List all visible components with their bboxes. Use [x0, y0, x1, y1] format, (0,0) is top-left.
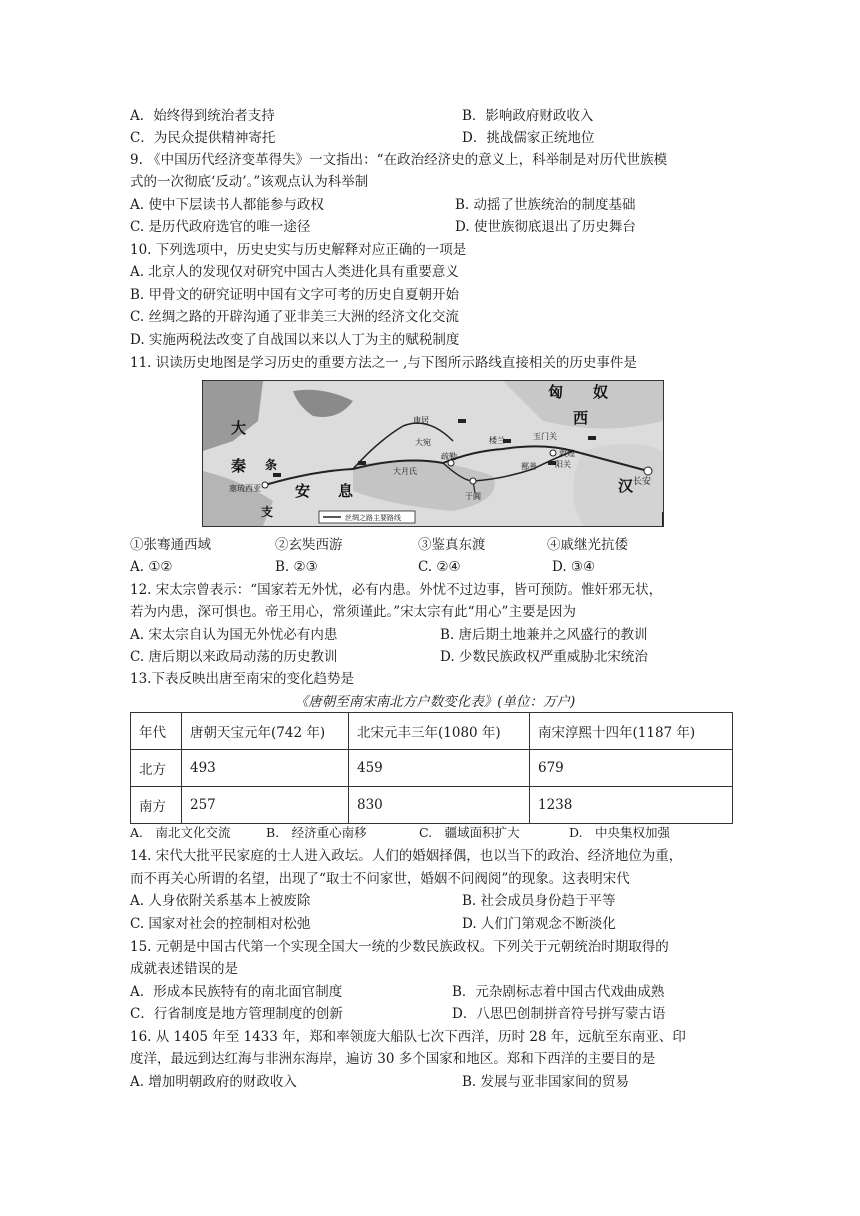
table-cell: 1238	[530, 787, 733, 824]
label-han: 汉	[618, 477, 634, 495]
q14-stem-line1: 14. 宋代大批平民家庭的士人进入政坛。人们的婚姻择偶，也以当下的政治、经济地位为重，	[130, 848, 683, 864]
label-yumenguan: 玉门关	[533, 432, 557, 441]
q9-option-b: B. 动摇了世族统治的制度基础	[455, 197, 636, 213]
label-xi2: 息	[338, 482, 354, 500]
table-cell: 679	[530, 750, 733, 787]
label-changan: 长安	[633, 477, 652, 487]
q12-option-a: A. 宋太宗自认为国无外忧必有内患	[130, 627, 338, 643]
q14-option-b: B. 社会成员身份趋于平等	[462, 893, 616, 909]
q9-stem-line2: 式的一次彻底‘反动’。”该观点认为科举制	[130, 174, 369, 190]
label-kangju: 康居	[413, 416, 429, 425]
q11-event-3: ③鉴真东渡	[418, 537, 486, 553]
q10-option-c: C. 丝绸之路的开辟沟通了亚非美三大洲的经济文化交流	[130, 309, 459, 325]
label-xiongnu: 匈 奴	[548, 383, 609, 401]
q9-stem-line1: 9. 《中国历代经济变革得失》一文指出：“在政治经济史的意义上，科举制是对历代世族模	[130, 152, 668, 168]
q12-stem-line2: 若为内患，深可惧也。帝王用心，常须谨此。”宋太宗有此“用心”主要是因为	[130, 604, 576, 620]
q16-option-b: B. 发展与亚非国家间的贸易	[462, 1074, 630, 1090]
q16-stem-line2: 度洋，最远到达红海与非洲东海岸，遍访 30 多个国家和地区。郑和下西洋的主要目的是	[130, 1051, 656, 1067]
city-changan-dot	[644, 467, 652, 475]
table-cell: 830	[349, 787, 530, 824]
table-header-row	[131, 713, 733, 750]
q12-option-b: B. 唐后期土地兼并之风盛行的教训	[440, 627, 648, 643]
city-saleucia-dot	[262, 482, 268, 488]
map-edge-mark	[662, 512, 663, 526]
q10-option-a: A. 北京人的发现仅对研究中国古人类进化具有重要意义	[130, 264, 459, 280]
label-yutian: 于阗	[465, 492, 481, 501]
q11-option-b: B. ②③	[275, 559, 318, 575]
q9-option-c: C. 是历代政府选官的唯一途径	[130, 219, 311, 235]
households-table	[130, 712, 733, 824]
table-header-cell: 南宋淳熙十四年(1187 年)	[530, 713, 733, 750]
table-cell: 北方	[131, 750, 182, 787]
q8-option-b: B．影响政府财政收入	[462, 108, 594, 124]
q8-option-c: C．为民众提供精神寄托	[130, 130, 276, 146]
q8-option-a: A．始终得到统治者支持	[130, 108, 275, 124]
q11-option-c: C. ②④	[418, 559, 461, 575]
q13-option-d: D. 中央集权加强	[569, 825, 671, 840]
table-row	[131, 787, 733, 824]
table-cell: 493	[182, 750, 349, 787]
q9-option-d: D. 使世族彻底退出了历史舞台	[455, 219, 636, 235]
q15-option-a: A．形成本民族特有的南北面官制度	[130, 984, 343, 1000]
q10-stem: 10. 下列选项中，历史史实与历史解释对应正确的一项是	[130, 242, 467, 258]
label-da: 大	[231, 419, 247, 437]
map-lake-caspian	[293, 390, 353, 417]
q15-stem-line1: 15. 元朝是中国古代第一个实现全国大一统的少数民族政权。下列关于元朝统治时期取得的	[130, 939, 669, 955]
city-yutian-dot	[470, 478, 476, 484]
q11-event-1: ①张骞通西域	[130, 537, 211, 553]
q16-option-a: A. 增加明朝政府的财政收入	[130, 1074, 297, 1090]
q11-event-4: ④戚继光抗倭	[547, 537, 628, 553]
label-zhi: 支	[261, 505, 274, 519]
label-saleucia: 塞琉西亚	[229, 484, 261, 493]
label-dayuezhi: 大月氏	[393, 467, 417, 476]
q14-option-c: C. 国家对社会的控制相对松弛	[130, 916, 311, 932]
q11-option-d: D. ③④	[552, 559, 596, 575]
q10-option-d: D. 实施两税法改变了自战国以来以人丁为主的赋税制度	[130, 332, 460, 348]
q15-option-b: B．元杂剧标志着中国古代戏曲成熟	[452, 984, 665, 1000]
q9-option-a: A. 使中下层读书人都能参与政权	[130, 197, 324, 213]
table-header-cell: 唐朝天宝元年(742 年)	[182, 713, 349, 750]
q13-option-b: B. 经济重心南移	[266, 825, 367, 840]
label-qin: 秦	[231, 457, 247, 475]
table-cell: 257	[182, 787, 349, 824]
table-cell: 南方	[131, 787, 182, 824]
q10-option-b: B. 甲骨文的研究证明中国有文字可考的历史自夏朝开始	[130, 287, 460, 303]
table-header-cell: 北宋元丰三年(1080 年)	[349, 713, 530, 750]
q13-option-c: C. 疆域面积扩大	[419, 825, 520, 840]
label-xi: 西	[573, 409, 589, 427]
q14-option-a: A. 人身依附关系基本上被废除	[130, 893, 311, 909]
q11-event-2: ②玄奘西游	[275, 537, 343, 553]
city-dunhuang-dot	[550, 450, 556, 456]
q14-option-d: D. 人们门第观念不断淡化	[462, 916, 616, 932]
label-an: 安	[295, 482, 311, 500]
table-row	[131, 750, 733, 787]
q14-stem-line2: 而不再关心所谓的名望，出现了“取士不问家世，婚姻不问阀阅”的现象。这表明宋代	[130, 871, 630, 887]
q12-stem-line1: 12. 宋太宗曾表示：“国家若无外忧，必有内患。外忧不过边事，皆可预防。惟奸邪无状，	[130, 582, 663, 598]
map-terrain-west	[203, 381, 263, 451]
label-dunhuang: 敦煌	[559, 449, 575, 458]
q15-option-c: C．行省制度是地方管理制度的创新	[130, 1006, 343, 1022]
q13-option-a: A. 南北文化交流	[130, 825, 231, 840]
label-yangguan: 阳关	[555, 460, 571, 469]
q11-stem: 11. 识读历史地图是学习历史的重要方法之一 ,与下图所示路线直接相关的历史事件是	[130, 355, 637, 371]
q15-stem-line2: 成就表述错误的是	[130, 961, 238, 977]
q16-stem-line1: 16. 从 1405 年至 1433 年，郑和率领庞大船队七次下西洋，历时 28 年，远航至东南亚、印	[130, 1029, 686, 1045]
silk-road-map	[202, 380, 664, 527]
label-dawan: 大宛	[415, 438, 431, 447]
q8-option-d: D．挑战儒家正统地位	[462, 130, 595, 146]
map-legend-label: 丝绸之路主要路线	[345, 514, 401, 522]
q12-option-d: D. 少数民族政权严重威胁北宋统治	[440, 649, 648, 665]
silk-road-map-graphic	[203, 381, 663, 526]
table-header-cell: 年代	[131, 713, 182, 750]
q13-stem: 13.下表反映出唐至南宋的变化趋势是	[130, 671, 354, 687]
label-shanshan: 鄯善	[521, 462, 537, 471]
label-shule: 疏勒	[441, 452, 457, 461]
q15-option-d: D．八思巴创制拼音符号拼写蒙古语	[452, 1006, 666, 1022]
table-cell: 459	[349, 750, 530, 787]
q11-option-a: A. ①②	[130, 559, 173, 575]
label-tiao: 条	[265, 458, 278, 472]
q13-table-caption: 《唐朝至南宋南北方户数变化表》(单位：万户)	[294, 694, 576, 710]
q12-option-c: C. 唐后期以来政局动荡的历史教训	[130, 649, 338, 665]
label-loulan: 楼兰	[489, 436, 505, 445]
